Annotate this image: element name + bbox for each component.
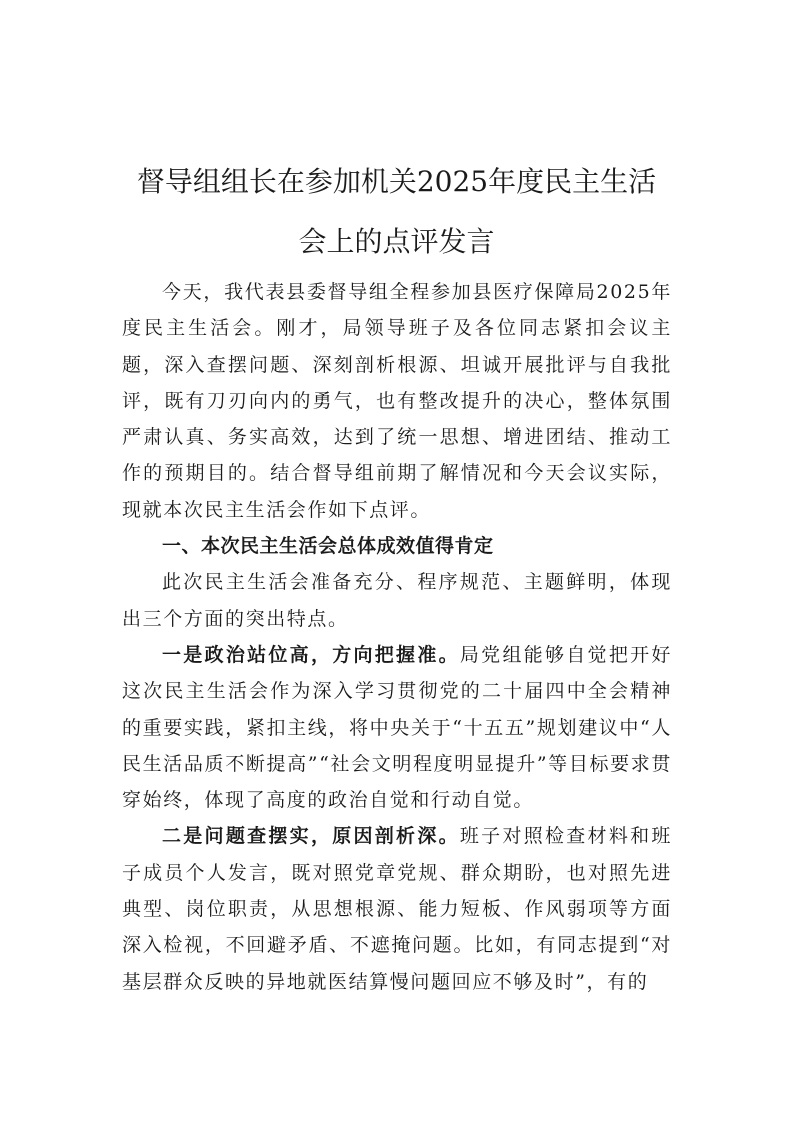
point-1-text: 局党组能够自觉把开好这次民主生活会作为深入学习贯彻党的二十届四中全会精神的重要实践，紧扣主线，将中央关于“十五五”规划建议中“人民生活品质不断提高”“社会文明程度明显提升”等目标要求贯穿始终，体现了高度的政治自觉和行动自觉。	[122, 643, 672, 812]
title-line-2: 会上的点评发言	[298, 224, 495, 258]
point-2-paragraph	[122, 818, 672, 999]
intro-paragraph: 今天，我代表县委督导组全程参加县医疗保障局2025年度民主生活会。刚才，局领导班子及各位同志紧扣会议主题，深入查摆问题、深刻剖析根源、坦诚开展批评与自我批评，既有刀刃向内的勇气，也有整改提升的决心，整体氛围严肃认真、务实高效，达到了统一思想、增进团结、推动工作的预期目的。结合督导组前期了解情况和今天会议实际，现就本次民主生活会作如下点评。	[122, 281, 672, 521]
point-2-text: 班子对照检查材料和班子成员个人发言，既对照党章党规、群众期盼，也对照先进典型、岗位职责，从思想根源、能力短板、作风弱项等方面深入检视，不回避矛盾、不遮掩问题。比如，有同志提到“对基层群众反映的异地就医结算慢问题回应不够及时”，有的	[122, 825, 672, 993]
section-1-heading: 一、本次民主生活会总体成效值得肯定	[162, 535, 494, 558]
document-title	[110, 152, 683, 272]
point-1-paragraph	[122, 637, 672, 818]
point-1-lead: 一是政治站位高，方向把握准。	[162, 643, 460, 666]
document-body	[122, 274, 672, 1000]
title-line-1: 督导组组长在参加机关2025年度民主生活	[136, 164, 657, 198]
point-2-lead: 二是问题查摆实，原因剖析深。	[162, 825, 460, 848]
section-1-summary: 此次民主生活会准备充分、程序规范、主题鲜明，体现出三个方面的突出特点。	[122, 571, 672, 630]
